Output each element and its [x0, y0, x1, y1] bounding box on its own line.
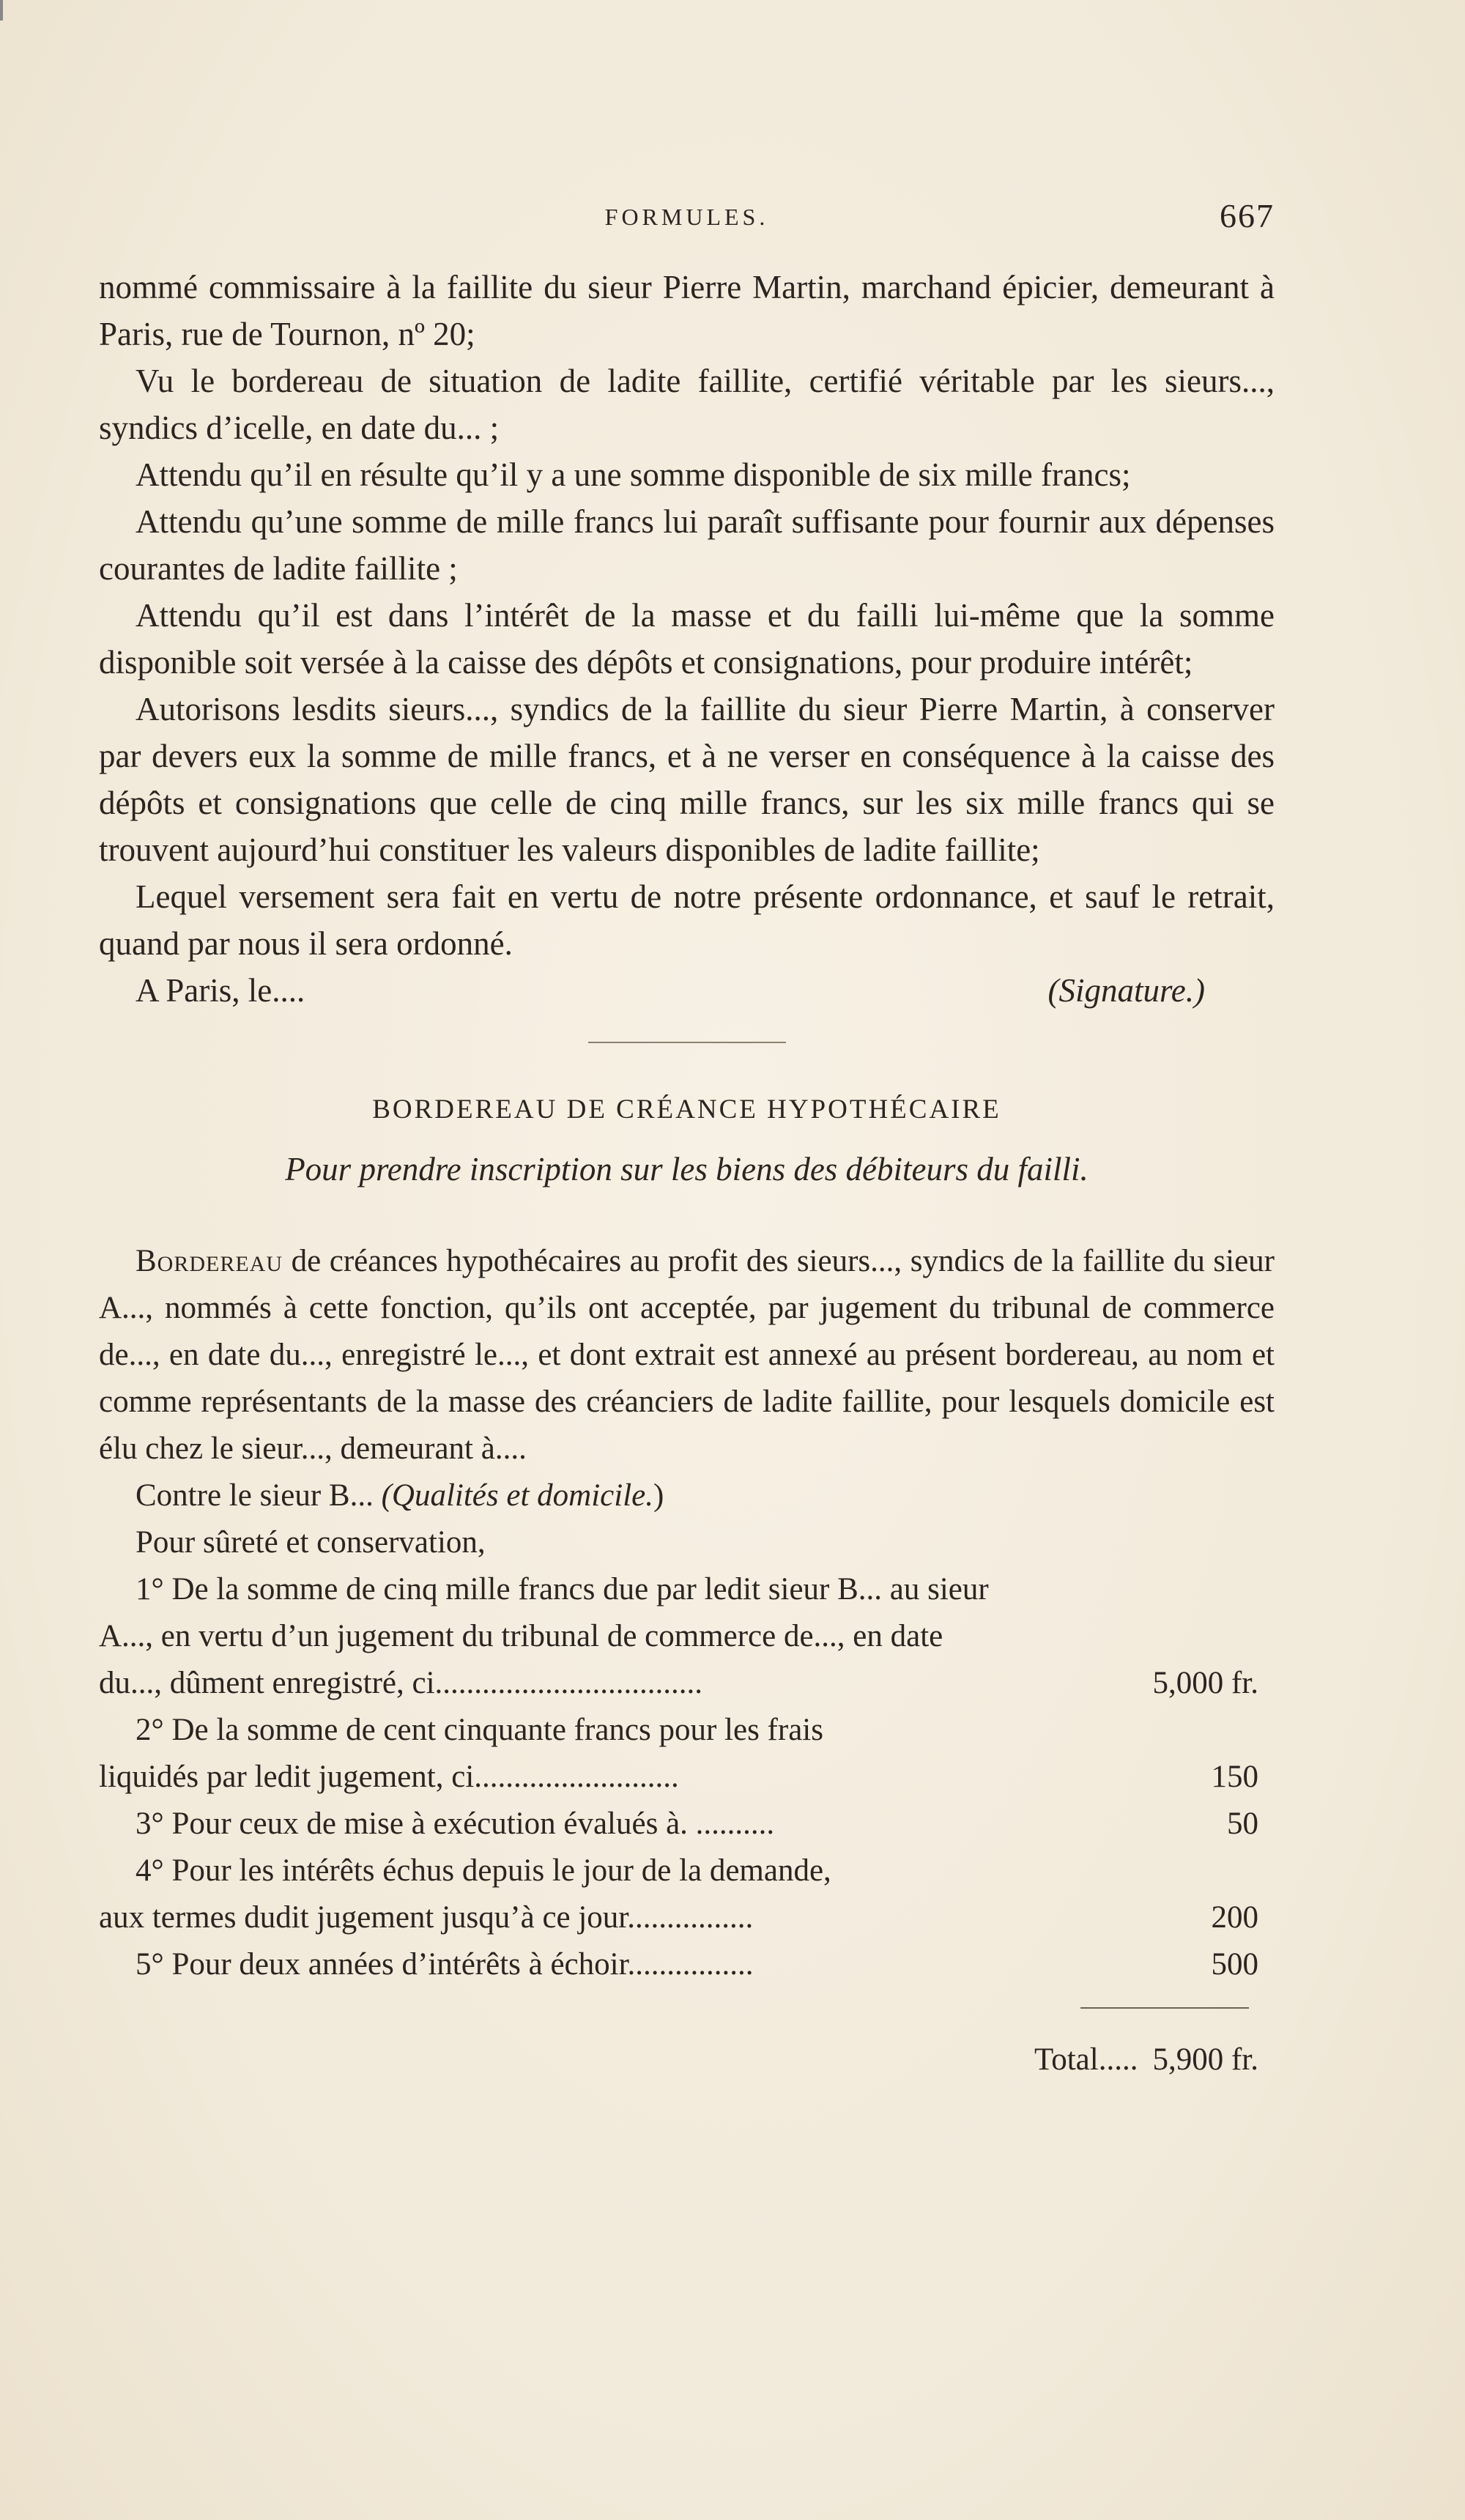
- section-subtitle: Pour prendre inscription sur les biens des débiteurs du failli.: [285, 1151, 1088, 1187]
- claim-item: [99, 1941, 1275, 1988]
- place-date: A Paris, le....: [136, 972, 305, 1009]
- section-title: BORDEREAU DE CRÉANCE HYPOTHÉCAIRE: [372, 1094, 1001, 1124]
- section-divider: [588, 1042, 786, 1043]
- paragraph: Attendu qu’une somme de mille francs lui paraît suffisante pour fournir aux dépenses courantes de ladite faillite ;: [99, 503, 1275, 587]
- paragraph: Pour sûreté et conservation,: [136, 1525, 486, 1560]
- paragraph: nommé commissaire à la faillite du sieur Pierre Martin, marchand épicier, demeurant à Paris, rue de Tournon, nº 20;: [99, 269, 1275, 352]
- claim-amount: 50: [1227, 1806, 1258, 1841]
- paragraph: Autorisons lesdits sieurs..., syndics de la faillite du sieur Pierre Martin, à conserver par devers eux la somme de mille francs, et à ne verser en conséquence à la caisse des dépôts et consignations que celle de cinq mille francs, sur les six mille francs qui se trouvent aujourd’hui constituer les valeurs disponibles de ladite faillite;: [99, 691, 1275, 868]
- contre-text: Contre le sieur B...: [136, 1478, 374, 1513]
- total-rule: [1080, 2007, 1249, 2009]
- total-label: Total.....: [1034, 2042, 1138, 2077]
- signature: (Signature.): [1047, 972, 1205, 1009]
- scan-edge-mark: [0, 0, 3, 21]
- claim-amount: 200: [1211, 1900, 1258, 1935]
- lead-word: Bordereau: [136, 1244, 283, 1278]
- paragraph: Attendu qu’il en résulte qu’il y a une somme disponible de six mille francs;: [136, 456, 1131, 493]
- claim-item: [99, 1848, 1275, 1941]
- claim-text-line: 1° De la somme de cinq mille francs due par ledit sieur B... au sieur: [136, 1572, 989, 1606]
- claim-amount: 150: [1211, 1760, 1258, 1794]
- running-title: FORMULES.: [604, 204, 769, 230]
- contre-italic: (Qualités et domicile.: [381, 1478, 653, 1513]
- claim-text-line: liquidés par ledit jugement, ci..........................: [99, 1760, 679, 1794]
- page-number: 667: [1220, 197, 1275, 234]
- total-amount: 5,900 fr.: [1152, 2042, 1258, 2077]
- page-header: [99, 196, 1275, 240]
- total-row: [99, 2037, 1275, 2083]
- claim-text: 5° Pour deux années d’intérêts à échoir................: [136, 1947, 754, 1982]
- claim-text-line: 4° Pour les intérêts échus depuis le jour de la demande,: [136, 1853, 831, 1888]
- claim-item: [99, 1707, 1275, 1801]
- claim-text: [99, 1707, 1128, 1801]
- claim-text: 3° Pour ceux de mise à exécution évalués à. ..........: [136, 1806, 775, 1841]
- claim-text-line: 2° De la somme de cent cinquante francs pour les frais: [136, 1713, 823, 1747]
- claim-item: [99, 1801, 1275, 1848]
- claim-text-line: aux termes dudit jugement jusqu’à ce jour................: [99, 1900, 754, 1935]
- claim-amount-row: [99, 1660, 1275, 1707]
- intro-text: de créances hypothécaires au profit des sieurs..., syndics de la faillite du sieur A..., nommés à cette fonction, qu’ils ont acceptée, par jugement du tribunal de commerce de..., en date du..., enregistré le..., et dont extrait est annexé au présent bordereau, au nom et comme représentants de la masse des créanciers de ladite faillite, pour lesquels domicile est élu chez le sieur..., demeurant à....: [99, 1244, 1275, 1466]
- claim-amount: 500: [1211, 1947, 1258, 1982]
- signature-line: [99, 967, 1275, 1014]
- contre-end: ): [653, 1478, 664, 1513]
- paragraph: Attendu qu’il est dans l’intérêt de la masse et du failli lui-même que la somme disponible soit versée à la caisse des dépôts et consignations, pour produire intérêt;: [99, 597, 1275, 681]
- paragraph: Vu le bordereau de situation de ladite faillite, certifié véritable par les sieurs..., syndics d’icelle, en date du... ;: [99, 363, 1275, 446]
- claim-text-line: A..., en vertu d’un jugement du tribunal de commerce de..., en date: [99, 1619, 943, 1653]
- bordereau-body: [99, 1238, 1275, 2083]
- paragraph: [99, 1238, 1275, 1472]
- page-body: [99, 264, 1275, 2083]
- spacer: [99, 1660, 1128, 1707]
- paragraph: Lequel versement sera fait en vertu de notre présente ordonnance, et sauf le retrait, quand par nous il sera ordonné.: [99, 878, 1275, 962]
- claim-text: [99, 1848, 1128, 1941]
- paragraph: [99, 1472, 1275, 1519]
- claim-text-line: du..., dûment enregistré, ci..................................: [99, 1666, 703, 1700]
- claim-amount: 5,000 fr.: [1152, 1666, 1258, 1700]
